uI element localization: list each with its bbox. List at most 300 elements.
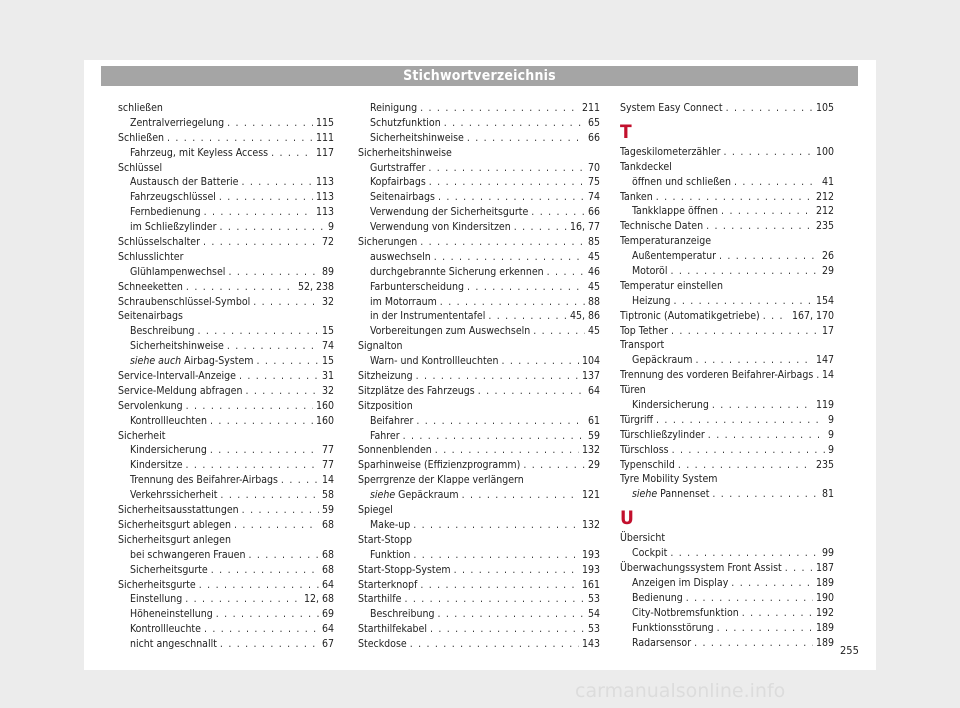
index-term-text: durchgebrannte Sicherung erkennen [370, 265, 544, 278]
index-term [632, 264, 667, 279]
index-subentry [358, 309, 600, 324]
dot-leader [670, 264, 819, 279]
index-term [620, 532, 665, 544]
index-term-text: Überwachungssystem Front Assist [620, 562, 782, 575]
index-term [118, 162, 162, 174]
index-term-text: Beschreibung [130, 325, 195, 338]
index-term [620, 161, 672, 173]
index-term [370, 488, 459, 503]
index-term [130, 563, 208, 578]
index-term [358, 443, 432, 458]
index-term [130, 116, 224, 131]
index-term [632, 353, 692, 368]
dot-leader [430, 622, 585, 637]
page-reference: 64 [321, 623, 334, 636]
index-term [620, 145, 721, 160]
index-term-text: Sonnenblenden [358, 444, 432, 457]
index-term [358, 534, 412, 546]
index-term-text: Servolenkung [118, 399, 183, 412]
dot-leader [167, 131, 313, 146]
dot-leader [467, 131, 585, 146]
index-term-text: Austausch der Batterie [130, 176, 239, 189]
see-reference: siehe [632, 488, 658, 501]
dot-leader [281, 473, 319, 488]
index-entry [118, 101, 334, 116]
index-term-text: Verwendung der Sicherheitsgurte [370, 206, 529, 219]
page-reference: 193 [581, 563, 600, 576]
index-term-text: Start-Stopp-System [358, 563, 451, 576]
index-subentry [118, 592, 334, 607]
index-subentry [358, 161, 600, 176]
index-term-text: Sicherheitsgurte [118, 578, 196, 591]
page-reference: 119 [815, 399, 834, 412]
page-reference: 193 [581, 548, 600, 561]
index-term [118, 369, 236, 384]
page-reference: 15 [321, 355, 334, 368]
dot-leader [670, 546, 819, 561]
index-term-text: Sicherheitshinweise [358, 146, 452, 159]
index-term [632, 546, 667, 561]
index-term-text: Türschloss [620, 443, 669, 456]
index-term-text: Sicherungen [358, 236, 418, 249]
page-reference: 104 [581, 355, 600, 368]
index-term [370, 414, 413, 429]
dot-leader [185, 592, 301, 607]
index-term [358, 400, 413, 412]
index-subentry [358, 518, 600, 533]
index-subentry [118, 339, 334, 354]
page-reference: 52, 238 [297, 280, 334, 293]
dot-leader [501, 354, 579, 369]
index-term [358, 147, 452, 159]
dot-leader [420, 578, 579, 593]
page-reference: 67 [321, 638, 334, 651]
dot-leader [216, 607, 319, 622]
index-subentry [118, 637, 334, 652]
page-reference: 32 [321, 384, 334, 397]
dot-leader [435, 443, 579, 458]
index-term-text: Sicherheitshinweise [370, 131, 464, 144]
index-term-text: Türen [620, 384, 646, 397]
index-term-text: Starthilfe [358, 593, 402, 606]
index-entry [620, 145, 834, 160]
page-reference: 14 [321, 474, 334, 487]
dot-leader [245, 384, 319, 399]
index-term-text: Höheneinstellung [130, 608, 213, 621]
dot-leader [719, 249, 819, 264]
dot-leader [428, 161, 585, 176]
dot-leader [467, 280, 585, 295]
page-reference: 31 [321, 370, 334, 383]
dot-leader [712, 398, 813, 413]
index-subentry [118, 175, 334, 190]
index-term-text: Schneeketten [118, 280, 183, 293]
index-term [118, 235, 200, 250]
dot-leader [220, 488, 319, 503]
index-term [632, 591, 683, 606]
index-term-text: Transport [620, 339, 665, 352]
dot-leader [672, 443, 825, 458]
index-subentry [620, 249, 834, 264]
index-term-text: Sitzheizung [358, 370, 413, 383]
dot-leader [523, 458, 585, 473]
index-term [370, 518, 410, 533]
dot-leader [253, 295, 319, 310]
index-entry [358, 637, 600, 652]
dot-leader [712, 487, 819, 502]
index-subentry [358, 548, 600, 563]
index-term [620, 458, 675, 473]
index-entry [358, 533, 600, 548]
page-reference: 68 [321, 563, 334, 576]
index-column-2 [358, 101, 600, 652]
dot-leader [721, 204, 813, 219]
index-term-text: Gepäckraum [398, 489, 459, 502]
index-term-text: nicht angeschnallt [130, 638, 217, 651]
dot-leader [671, 324, 819, 339]
index-term [620, 413, 653, 428]
index-term [118, 102, 163, 114]
index-term-text: Schlusslichter [118, 250, 184, 263]
index-term [130, 220, 217, 235]
dot-leader [678, 458, 813, 473]
index-entry [620, 428, 834, 443]
index-term [370, 280, 464, 295]
index-subentry [358, 265, 600, 280]
page-reference: 154 [815, 294, 834, 307]
index-subentry [118, 190, 334, 205]
index-term-text: Tanken [620, 190, 653, 203]
dot-leader [220, 637, 319, 652]
index-term-text: Warn- und Kontrollleuchten [370, 355, 499, 368]
index-term [632, 398, 709, 413]
index-subentry [118, 488, 334, 503]
index-letter-heading: U [620, 507, 634, 530]
index-term [358, 458, 520, 473]
index-term-text: Spiegel [358, 504, 393, 517]
dot-leader [271, 146, 313, 161]
page-reference: 59 [321, 504, 334, 517]
page-reference: 81 [821, 488, 834, 501]
page-reference: 32 [321, 295, 334, 308]
index-term-text: Zentralverriegelung [130, 116, 225, 129]
index-term-text: Beschreibung [370, 608, 435, 621]
index-entry [620, 101, 834, 116]
page-reference: 26 [821, 250, 834, 263]
index-term-text: bei schwangeren Frauen [130, 548, 246, 561]
index-term-text: Tyre Mobility System [620, 473, 718, 486]
index-entry [358, 592, 600, 607]
index-subentry [358, 131, 600, 146]
page-reference: 12, 68 [303, 593, 334, 606]
page-reference: 167, 170 [791, 309, 834, 322]
index-term [370, 220, 511, 235]
page-reference: 53 [587, 593, 600, 606]
page-reference: 77 [321, 459, 334, 472]
index-term [130, 175, 238, 190]
index-term-text: Sicherheitsgurte [130, 563, 208, 576]
index-entry [620, 338, 834, 353]
index-term-text: Türgriff [620, 413, 654, 426]
index-entry [620, 561, 834, 576]
index-term [358, 578, 417, 593]
index-entry [620, 368, 834, 383]
dot-leader [438, 190, 585, 205]
index-term-text: Sparhinweise (Effizienzprogramm) [358, 459, 521, 472]
page-reference: 100 [815, 145, 834, 158]
index-entry [620, 413, 834, 428]
index-term [620, 219, 703, 234]
index-term-text: Schlüsselschalter [118, 236, 200, 249]
index-term [370, 548, 410, 563]
page-reference: 161 [581, 578, 600, 591]
page-number: 255 [840, 644, 859, 657]
dot-leader [706, 219, 813, 234]
index-column-1 [118, 101, 334, 652]
index-term [118, 280, 183, 295]
page-reference: 66 [587, 131, 600, 144]
index-subentry [358, 488, 600, 503]
index-entry [118, 399, 334, 414]
index-entry [118, 161, 334, 176]
index-entry [620, 190, 834, 205]
dot-leader [785, 561, 813, 576]
index-term-text: Starterknopf [358, 578, 418, 591]
index-term-text: Cockpit [632, 547, 668, 560]
index-term-text: Fahrzeug, mit Keyless Access [130, 146, 269, 159]
dot-leader [742, 606, 813, 621]
dot-leader [444, 116, 585, 131]
index-subentry [358, 354, 600, 369]
index-term [620, 280, 723, 292]
index-entry [118, 384, 334, 399]
index-term [118, 518, 231, 533]
see-reference: siehe [370, 489, 396, 502]
index-entry [118, 533, 334, 548]
index-subentry [620, 398, 834, 413]
index-entry [358, 622, 600, 637]
index-term [358, 369, 413, 384]
index-subentry [620, 204, 834, 219]
index-term [118, 131, 164, 146]
index-subentry [118, 622, 334, 637]
dot-leader [440, 295, 585, 310]
index-entry [358, 369, 600, 384]
index-term [620, 309, 760, 324]
page-reference: 74 [321, 340, 334, 353]
index-entry [620, 458, 834, 473]
page-reference: 29 [821, 265, 834, 278]
dot-leader [186, 458, 319, 473]
dot-leader [220, 220, 325, 235]
page-reference: 69 [321, 608, 334, 621]
index-term-text: Kontrollleuchten [130, 414, 207, 427]
index-term-text: Starthilfekabel [358, 623, 427, 636]
index-term-text: Tankdeckel [620, 160, 672, 173]
index-term [130, 324, 194, 339]
index-term [370, 309, 485, 324]
index-entry [358, 399, 600, 414]
index-term-text: Farbunterscheidung [370, 280, 465, 293]
index-subentry [358, 414, 600, 429]
index-term-text: Fahrer [370, 429, 400, 442]
index-subentry [358, 250, 600, 265]
index-term [620, 101, 723, 116]
index-subentry [118, 205, 334, 220]
index-entry [358, 443, 600, 458]
index-term-text: Typenschild [620, 458, 675, 471]
index-term-text: im Motorraum [370, 295, 437, 308]
index-entry [620, 531, 834, 546]
page-reference: 235 [815, 220, 834, 233]
index-entry [118, 578, 334, 593]
index-entry [118, 309, 334, 324]
page-reference: 46 [587, 265, 600, 278]
index-term-text: Schraubenschlüssel-Symbol [118, 295, 251, 308]
index-entry [118, 429, 334, 444]
index-term-text: Pannenset [660, 488, 710, 501]
index-subentry [620, 175, 834, 190]
index-term [118, 399, 183, 414]
dot-leader [816, 368, 819, 383]
index-term [620, 443, 669, 458]
index-term [370, 101, 417, 116]
index-term-text: Service-Meldung abfragen [118, 384, 243, 397]
index-subentry [620, 591, 834, 606]
index-subentry [620, 621, 834, 636]
page-reference: 70 [587, 161, 600, 174]
page-reference: 68 [321, 548, 334, 561]
index-subentry [118, 563, 334, 578]
page-reference: 212 [815, 205, 834, 218]
page-reference: 72 [321, 236, 334, 249]
dot-leader [708, 428, 825, 443]
index-term [632, 204, 718, 219]
dot-leader [724, 145, 813, 160]
index-subentry [118, 265, 334, 280]
index-term-text: Steckdose [358, 638, 407, 651]
index-term [130, 473, 278, 488]
dot-leader [673, 294, 812, 309]
index-term [632, 606, 739, 621]
index-term-text: Heizung [632, 294, 671, 307]
page-reference: 113 [315, 176, 334, 189]
index-subentry [118, 458, 334, 473]
dot-leader [734, 175, 819, 190]
dot-leader [656, 190, 813, 205]
page-reference: 132 [581, 444, 600, 457]
index-term-text: Anzeigen im Display [632, 576, 729, 589]
index-entry [358, 235, 600, 250]
index-entry [620, 279, 834, 294]
page-reference: 9 [827, 428, 834, 441]
index-term-text: Bedienung [632, 591, 683, 604]
index-term-text: Türschließzylinder [620, 428, 705, 441]
index-term [130, 458, 183, 473]
index-term [130, 265, 225, 280]
dot-leader [403, 429, 585, 444]
index-term [370, 324, 530, 339]
index-term [620, 561, 782, 576]
page-reference: 53 [587, 623, 600, 636]
index-term [620, 190, 653, 205]
index-term-text: Trennung des vorderen Beifahrer-Airbags [620, 369, 814, 382]
index-term-text: Vorbereitungen zum Auswechseln [370, 325, 531, 338]
index-term [130, 443, 207, 458]
page-reference: 59 [587, 429, 600, 442]
index-term [130, 637, 217, 652]
index-term-text: Einstellung [130, 593, 183, 606]
index-term [358, 340, 403, 352]
page-reference: 189 [815, 621, 834, 634]
index-subentry [118, 324, 334, 339]
index-term-text: Kopfairbags [370, 176, 426, 189]
index-entry [620, 160, 834, 175]
dot-leader [533, 324, 585, 339]
page-reference: 192 [815, 606, 834, 619]
index-term [620, 384, 646, 396]
index-term-text: Funktion [370, 548, 411, 561]
index-term-text: Funktionsstörung [632, 621, 714, 634]
index-term-text: Außentemperatur [632, 250, 716, 263]
page-reference: 105 [815, 102, 834, 114]
index-subentry [358, 101, 600, 116]
page-reference: 9 [327, 221, 334, 234]
dot-leader [241, 175, 313, 190]
index-entry [620, 383, 834, 398]
index-subentry [620, 606, 834, 621]
index-subentry [620, 636, 834, 651]
index-subentry [620, 576, 834, 591]
index-term-text: Schlüssel [118, 161, 163, 174]
index-term [358, 592, 401, 607]
dot-leader [234, 518, 319, 533]
page-reference: 137 [581, 370, 600, 383]
index-entry [358, 146, 600, 161]
dot-leader [462, 488, 579, 503]
index-subentry [118, 548, 334, 563]
index-term-text: Top Tether [620, 324, 668, 337]
index-entry [118, 250, 334, 265]
page-reference: 16, 77 [569, 221, 600, 234]
index-term-text: auswechseln [370, 250, 431, 263]
index-term [130, 592, 182, 607]
index-subentry [118, 220, 334, 235]
index-term-text: Tiptronic (Automatikgetriebe) [620, 309, 760, 322]
dot-leader [420, 235, 585, 250]
page-reference: 115 [315, 116, 334, 129]
index-term-text: System Easy Connect [620, 102, 723, 114]
index-term-text: Trennung des Beifahrer-Airbags [130, 474, 278, 487]
page-reference: 160 [315, 414, 334, 427]
index-term [370, 295, 437, 310]
page-reference: 77 [321, 444, 334, 457]
dot-leader [410, 637, 579, 652]
index-subentry [118, 443, 334, 458]
index-term-text: Beifahrer [370, 414, 414, 427]
index-term [632, 249, 716, 264]
dot-leader [763, 309, 789, 324]
dot-leader [227, 339, 319, 354]
index-term [130, 205, 201, 220]
dot-leader [717, 621, 813, 636]
index-term [370, 354, 498, 369]
dot-leader [695, 353, 813, 368]
index-subentry [118, 146, 334, 161]
dot-leader [199, 578, 319, 593]
index-entry [358, 578, 600, 593]
index-subentry [620, 487, 834, 502]
